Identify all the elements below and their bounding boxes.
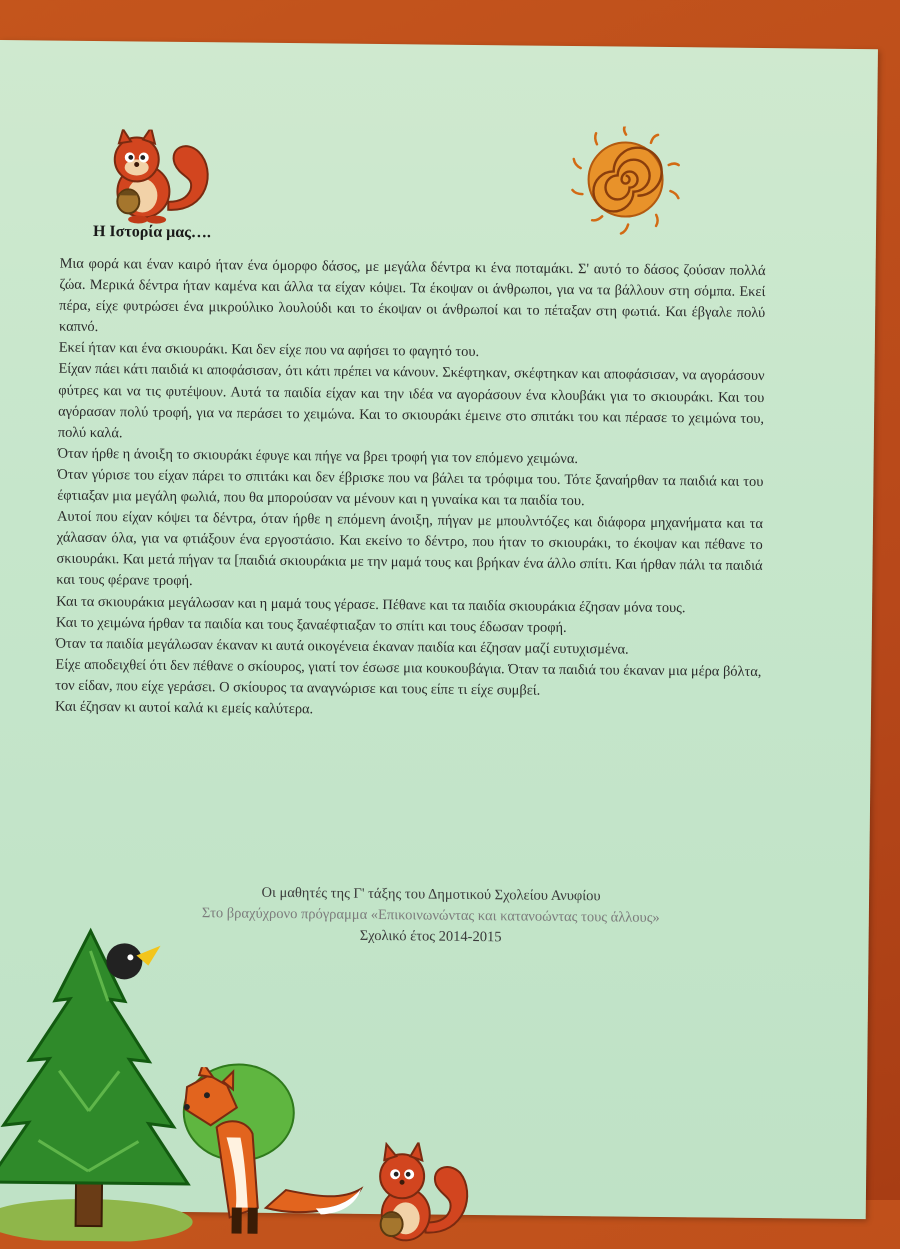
squirrel-with-acorn-icon — [98, 129, 219, 226]
story-paragraph: Και το χειμώνα ήρθαν τα παιδία και τους ξαναέφτιαξαν το σπίτι και τους έδωσαν τροφή. — [55, 614, 567, 636]
story-paragraph: Όταν ήρθε η άνοιξη το σκιουράκι έφυγε και πήγε να βρει τροφή για τον επόμενο χειμώνα. — [57, 445, 579, 467]
story-body — [55, 254, 766, 725]
fox-icon — [165, 1067, 367, 1244]
story-paragraph: Εκεί ήταν και ένα σκιουράκι. Και δεν είχε που να αφήσει το φαγητό του. — [58, 340, 480, 361]
story-paragraph: Και έζησαν κι αυτοί καλά κι εμείς καλύτερα. — [54, 698, 314, 718]
squirrel-with-acorn-icon — [365, 1142, 476, 1245]
story-paragraph: Είχαν πάει κάτι παιδιά κι αποφάσισαν, ότι κάτι πρέπει να κάνουν. Σκέφτηκαν, σκέφτηκαν και αποφάσισαν, να αγοράσουν φύτρες και να τις φυτέψουν. Αυτά τα παιδία είχαν και την ιδέα να αγοράσουν ένα κλουβάκι για το σκιουράκι. Και του αγόρασαν πολύ τροφή, για να περάσει το χειμώνα. Και το σκιουράκι έμεινε στο σπιτάκι του και πέρασε το χειμώνα του, πολύ καλά. — [57, 361, 765, 442]
story-paragraph: Μια φορά και έναν καιρό ήταν ένα όμορφο δάσος, με μεγάλα δέντρα κι ένα ποταμάκι. Σ' αυτό το δάσος ζούσαν πολλά ζώα. Μερικά δέντρα ήταν καμένα και άλλα τα είχαν κόψει. Τα έκοψαν οι άνθρωποι, για να τα βάλλουν στη σόμπα. Εκεί πέρα, είχε φυτρώσει ένα μικρούλικο λουλούδι και το έκοψαν οι άνθρωποί και το πέταξαν στη φωτιά. Και έβγαλε πολύ καπνό. — [58, 255, 766, 336]
story-paragraph: Όταν γύρισε του είχαν πάρει το σπιτάκι και δεν έβρισκε που να βάλει τα τρόφιμα του. Τότε ξαναήρθαν τα παιδιά και του έφτιαξαν μια μεγάλη φωλιά, που θα μπορούσαν να μένουν και η γυναίκα και τα παιδία του. — [57, 466, 764, 510]
document-page — [0, 40, 878, 1219]
story-paragraph: Όταν τα παιδία μεγάλωσαν έκαναν κι αυτά οικογένεια έκαναν παιδία και έζησαν μαζί ευτυχισμένα. — [55, 635, 629, 658]
page-title: Η Ιστορία μας…. — [92, 222, 212, 242]
story-paragraph: Είχε αποδειχθεί ότι δεν πέθανε ο σκίουρος, γιατί τον έσωσε μια κουκουβάγια. Όταν τα παιδιά του έκαναν μια μέρα βόλτα, τον είδαν, που είχε γεράσει. Ο σκίουρος τα αναγνώρισε και τους είπε τι είχε συμβεί. — [55, 656, 762, 699]
credits-line: Στο βραχύχρονο πρόγραμμα «Επικοινωνώντας και κατανοώντας τους άλλους» — [201, 905, 660, 926]
story-paragraph: Και τα σκιουράκια μεγάλωσαν και η μαμά τους γέρασε. Πέθανε και τα παιδία σκιουράκια έζησαν μόνα τους. — [56, 593, 686, 616]
story-paragraph: Αυτοί που είχαν κόψει τα δέντρα, όταν ήρθε η επόμενη άνοιξη, πήγαν με μπουλντόζες και διάφορα μηχανήματα και τα χάλασαν όλα, για να φτιάξουν ένα εργοστάσιο. Και εκείνο το δέντρο, που ήταν το σκιουράκι, το έκοψαν και πέθανε το σκιουράκι. Και μετά πήγαν τα [παιδιά σκιουράκια με την μαμά τους και βρήκαν ένα άλλο σπίτι. Και ήρθαν πάλι τα παιδιά και τους φέρανε τροφή. — [56, 508, 764, 590]
sun-icon — [568, 126, 684, 237]
credits-block — [171, 882, 692, 950]
credits-line: Σχολικό έτος 2014-2015 — [359, 927, 502, 946]
credits-line: Οι μαθητές της Γ' τάξης του Δημοτικού Σχολείου Ανυφίου — [261, 884, 601, 905]
